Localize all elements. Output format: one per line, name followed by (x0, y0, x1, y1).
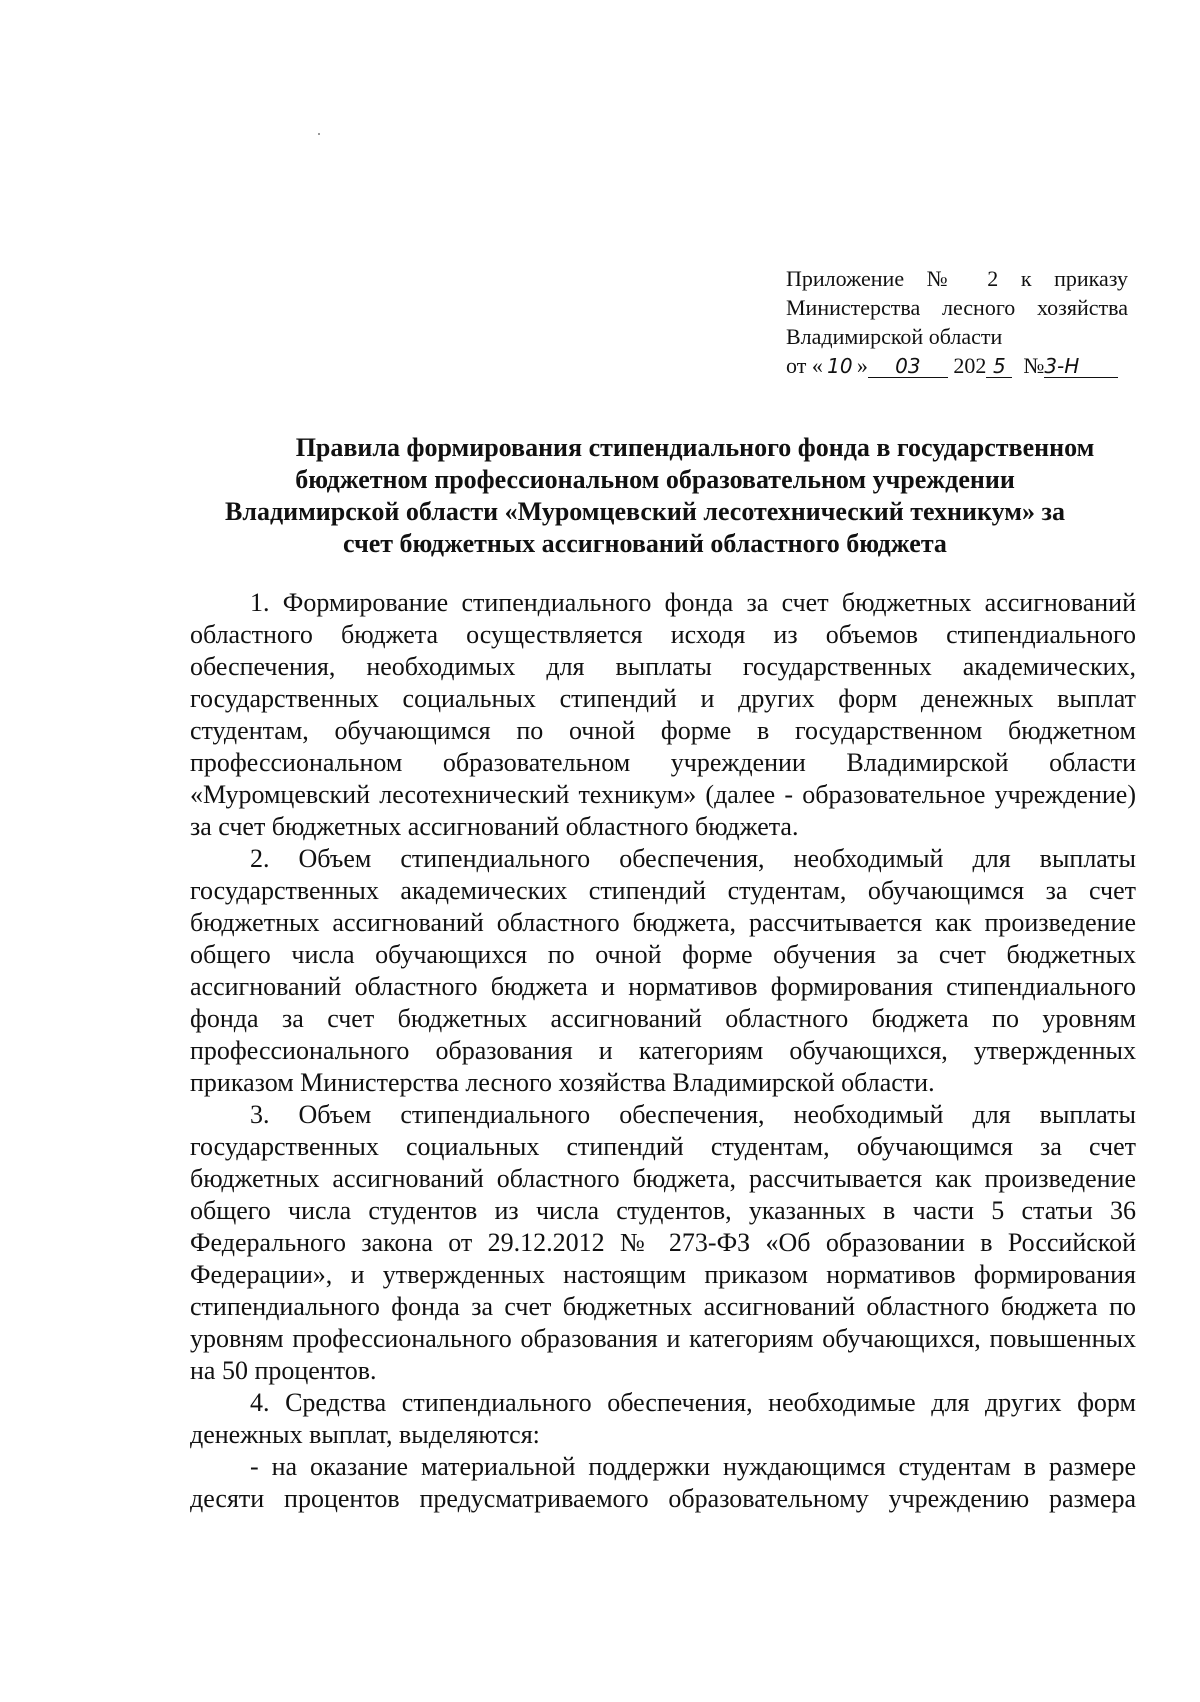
order-number: 3-Н (1044, 355, 1118, 378)
attachment-line-2: Министерства лесного хозяйства (786, 295, 1128, 320)
paragraph-3: 3. Объем стипендиального обеспечения, необходимый для выплаты государственных социальных стипендий студентам, обучающимся за счет бюджетных ассигнований областного бюджета, рассчитывается как произведение общего числа студентов из числа студентов, указанных в части 5 статьи 36 Федерального закона от 29.12.2012 № 273-ФЗ «Об образовании в Российской Федерации», и утвержденных настоящим приказом нормативов формирования стипендиального фонда за счет бюджетных ассигнований областного бюджета по уровням профессионального образования и категориям обучающихся, повышенных на 50 процентов. (190, 1100, 1136, 1385)
attachment-line-1: Приложение № 2 к приказу (786, 266, 1128, 291)
title-line-3: Владимирской области «Муромцевский лесотехнический техникум» за (225, 497, 1065, 526)
attachment-date-line (786, 351, 1128, 380)
date-month: 03 (868, 355, 948, 378)
title-line-1: Правила формирования стипендиального фонда в государственном (295, 433, 1095, 462)
year-digit: 5 (986, 355, 1012, 378)
paragraph-4: 4. Средства стипендиального обеспечения, необходимые для других форм денежных выплат, выделяются: (190, 1388, 1136, 1449)
scan-speck (318, 133, 320, 135)
date-close: » (856, 353, 868, 378)
paragraph-1: 1. Формирование стипендиального фонда за счет бюджетных ассигнований областного бюджета осуществляется исходя из объемов стипендиального обеспечения, необходимых для выплаты государственных академических, государственных социальных стипендий и других форм денежных выплат студентам, обучающимся по очной форме в государственном бюджетном профессиональном образовательном учреждении Владимирской области «Муромцевский лесотехнический техникум» (далее - образовательное учреждение) за счет бюджетных ассигнований областного бюджета. (190, 588, 1136, 841)
attachment-line-3: Владимирской области (786, 324, 1003, 349)
paragraph-5: - на оказание материальной поддержки нуждающимся студентам в размере десяти процентов предусматриваемого образовательному учреждению размера (190, 1452, 1136, 1513)
year-prefix: 202 (953, 353, 987, 378)
title-line-4: счет бюджетных ассигнований областного бюджета (343, 529, 947, 558)
date-prefix: от « (786, 353, 823, 378)
attachment-header (786, 264, 1128, 380)
title-line-2: бюджетном профессиональном образовательном учреждении (295, 465, 1015, 494)
number-prefix: № (1023, 353, 1045, 378)
date-day: 10 (827, 354, 853, 378)
paragraph-2: 2. Объем стипендиального обеспечения, необходимый для выплаты государственных академических стипендий студентам, обучающимся за счет бюджетных ассигнований областного бюджета, рассчитывается как произведение общего числа обучающихся по очной форме обучения за счет бюджетных ассигнований областного бюджета и нормативов формирования стипендиального фонда за счет бюджетных ассигнований областного бюджета по уровням профессионального образования и категориям обучающихся, утвержденных приказом Министерства лесного хозяйства Владимирской области. (190, 844, 1136, 1097)
document-title (190, 432, 1100, 560)
document-body (190, 587, 1136, 1515)
